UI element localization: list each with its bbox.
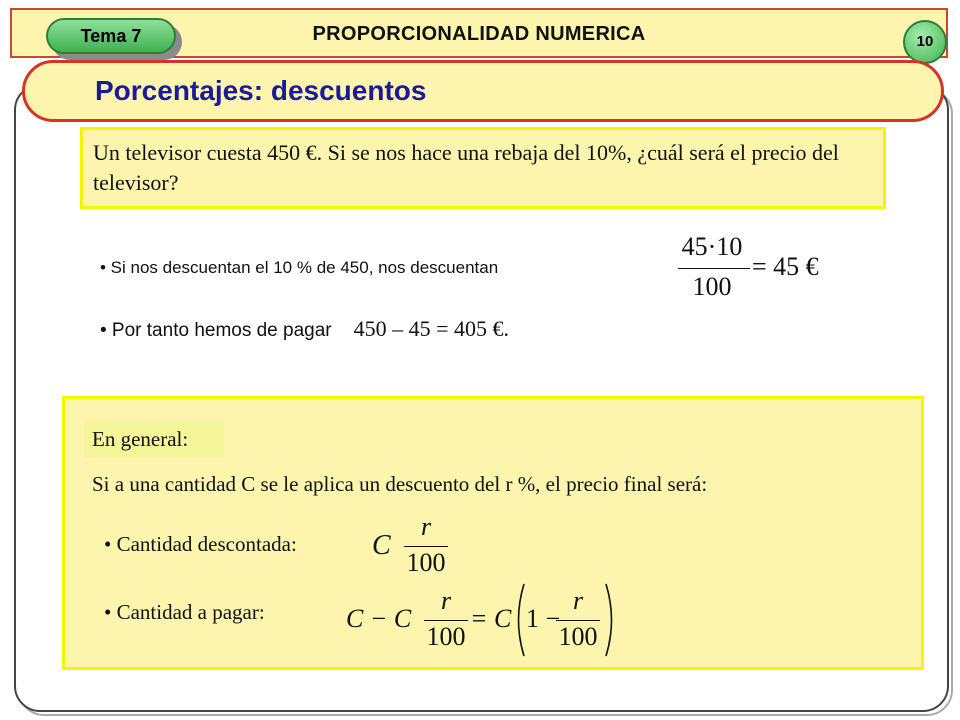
item1-denominator: 100 [406,548,446,577]
header-bar [10,8,948,58]
item2-denominator2: 100 [558,622,598,651]
tema-badge[interactable]: Tema 7 [46,18,176,54]
item1-prefix: C [372,530,391,561]
item2-denominator: 100 [426,622,466,651]
item1-formula [372,512,462,580]
step1-formula [672,232,842,304]
item2-numerator2: r [572,586,584,615]
item2-numerator: r [440,586,452,615]
step1-text: • Si nos descuentan el 10 % de 450, nos descuentan [100,258,499,277]
section-title-pill [22,60,944,122]
item1-label: • Cantidad descontada: [104,532,297,556]
general-label: En general: [84,420,224,458]
item2-inner: 1 − [526,604,561,633]
page-number-badge: 10 [903,20,947,64]
item1-fraction-bar [404,546,448,547]
item2-equals: = C [470,604,512,633]
step1-fraction-bar [678,268,750,269]
step1-numerator: 45·10 [681,232,743,261]
item2-fraction-bar [424,620,468,621]
item2-label: • Cantidad a pagar: [104,600,265,624]
general-rule: Si a una cantidad C se le aplica un descuento del r %, el precio final será: [92,472,708,496]
left-paren [512,582,526,658]
item2-fraction-bar2 [556,620,600,621]
step2-calc: 450 – 45 = 405 €. [353,316,510,341]
section-title: Porcentajes: descuentos [95,75,427,106]
step1-denominator: 100 [692,272,732,301]
header-title: PROPORCIONALIDAD NUMERICA [312,23,646,45]
step2-text: • Por tanto hemos de pagar [100,320,332,341]
step1-result: = 45 € [752,252,819,281]
step2-line [100,316,509,342]
right-paren [604,582,618,658]
problem-box: Un televisor cuesta 450 €. Si se nos hace una rebaja del 10%, ¿cuál será el precio del televisor? [80,127,886,209]
item2-part1: C − C [346,604,412,633]
item2-formula [346,582,626,658]
item1-numerator: r [420,512,432,541]
